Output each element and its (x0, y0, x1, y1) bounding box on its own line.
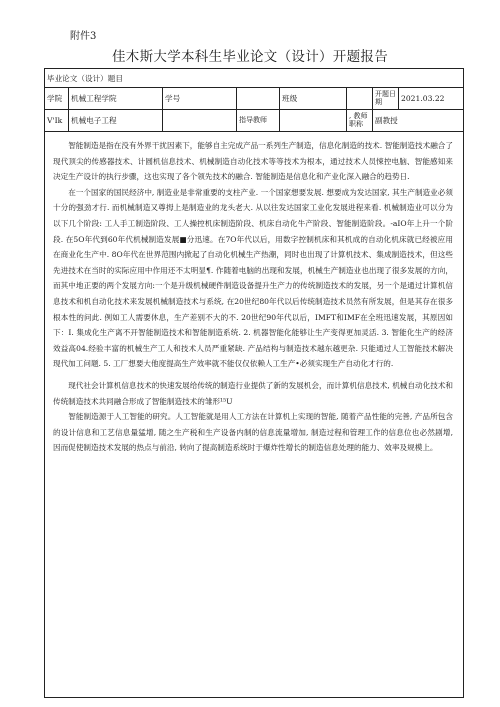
annex-label: 附件3 (70, 31, 97, 42)
class-value (347, 88, 373, 109)
paragraph: 智能制造源于人工智能的研究。人工智能就是用人工方法在计算机上实现的智能, 随着产品性能的完善, 产品所包含的设计信息和工艺信息量猛增, 随之生产税和生产设备内制的信息流量增加, 制造过程和管理工作的信息位也必然剧增, 因而促使制造技术发展的热点与前沿, 转向了提高制造系统时于爆炸性增长的制造信息处理的能力、效率及规模上。 (53, 412, 453, 453)
major-label: V'Ik (45, 110, 69, 131)
paragraph: 在一个国家的国民经济中, 制造业是非常重要的支柱产业. 一个国家想要发展. 想要成为发达国家, 其生产制造业必须十分的强劲才行. 而机械制造又尊拇上是制造业的龙头老大. 从以往发达国家工业化发展进程来看. 机械制造业可以分为以下几个阶段: 工人手工制造阶段、工人操控机床制造阶段、机床自动化牛产阶段、智能制造阶段。-aIO年上升一个阶段. 在5O年代到60年代机械制造发展■分迅速。在7O年代以后，用数字控制机床和其机成的自动化机床就已经被应用在商业化生产中. 8O年代在世界范围内掀起了自动化机械生产热潮，同时也出现了计算机技术、集成制造技术，但这些先进技术在当时的实际应用中作用还不太明显¶. 作随着电脑的出现和发展，机械生产制造业也出现了很多发展的方向，而其中地正要的两个发展方向:一个是升级机械硬件制造设备提升生产力的传统制造技术的发展，另一个是通过计算机信息技术和机自动化技术来发展机械制造技术与系统, 在20世纪80年代以后传统制造技术员然有所发展，但是其存在很多根本性的问此. 例如工人需要休息，生产差别不大的不. 20世纪90年代以后，IMFT和IMF在全班迅速发展，其原因如下：I. 集成化生产离不开智能制造技术和智能制造系统. 2. 机器智能化能够让生产变得更加灵活. 3. 智能化生产的经济效益高04.经验丰富的机械生产工人和技术人员严重紧缺. 产品结构与制造技术越东越更杂. 只能通过人工智能技术解决现代加工问题. 5. 工厂想要大他度提高生产效率就不能仅仅依赖人工生产•必须实现生产自动化才行的. (53, 187, 453, 369)
thesis-title-label: 毕业论文（设计）题目 (47, 73, 123, 83)
open-date-label: 开题日期 (373, 88, 399, 109)
major-row (45, 110, 463, 132)
thesis-title-row (45, 69, 463, 88)
advisor-title-value: 副教授 (375, 116, 398, 125)
report-body (45, 132, 463, 697)
college-row (45, 88, 463, 110)
advisor-value (280, 110, 347, 131)
major-value: 机械电子工程 (69, 110, 163, 131)
college-label: 学院 (45, 88, 69, 109)
document-title: 佳木斯大学本科生毕业论文（设计）开题报告 (112, 49, 388, 65)
paragraph: 现代社会计算机信息技术的快速发展给传统的制造行业提供了新的发展机会，而计算机信息技术, 机械自动化技术和传统制造技术共同融合形成了智能制造技术的雏形¹⁵U (53, 380, 453, 406)
class-label: 班级 (280, 88, 347, 109)
college-value: 机械工程学院 (69, 88, 163, 109)
report-text (45, 132, 463, 456)
student-id-value (237, 88, 280, 109)
open-date-value: 2021.03.22 (401, 94, 445, 103)
student-id-label: 学号 (163, 88, 237, 109)
advisor-title-label: , 教师职称 (347, 110, 373, 131)
major-spacer-cell (163, 110, 237, 131)
proposal-form (44, 68, 464, 698)
advisor-label: 指导教师 (237, 110, 280, 131)
paragraph: 智能制造是指在没有外界干扰因素下，能够自主完成产品一系列生产制造，信息化制造的技术. 智能制造技术融合了现代顶尖的传感器技术、计圆机信息技术、机械制造自动化技术等等技术为根本，通过技术人员悚控电脑、智能感知来决定生产设计的执行步骤，这也实现了各个领先技术的融合. 智能制造是信息化和产业化深入融合的趋势日. (53, 141, 453, 182)
